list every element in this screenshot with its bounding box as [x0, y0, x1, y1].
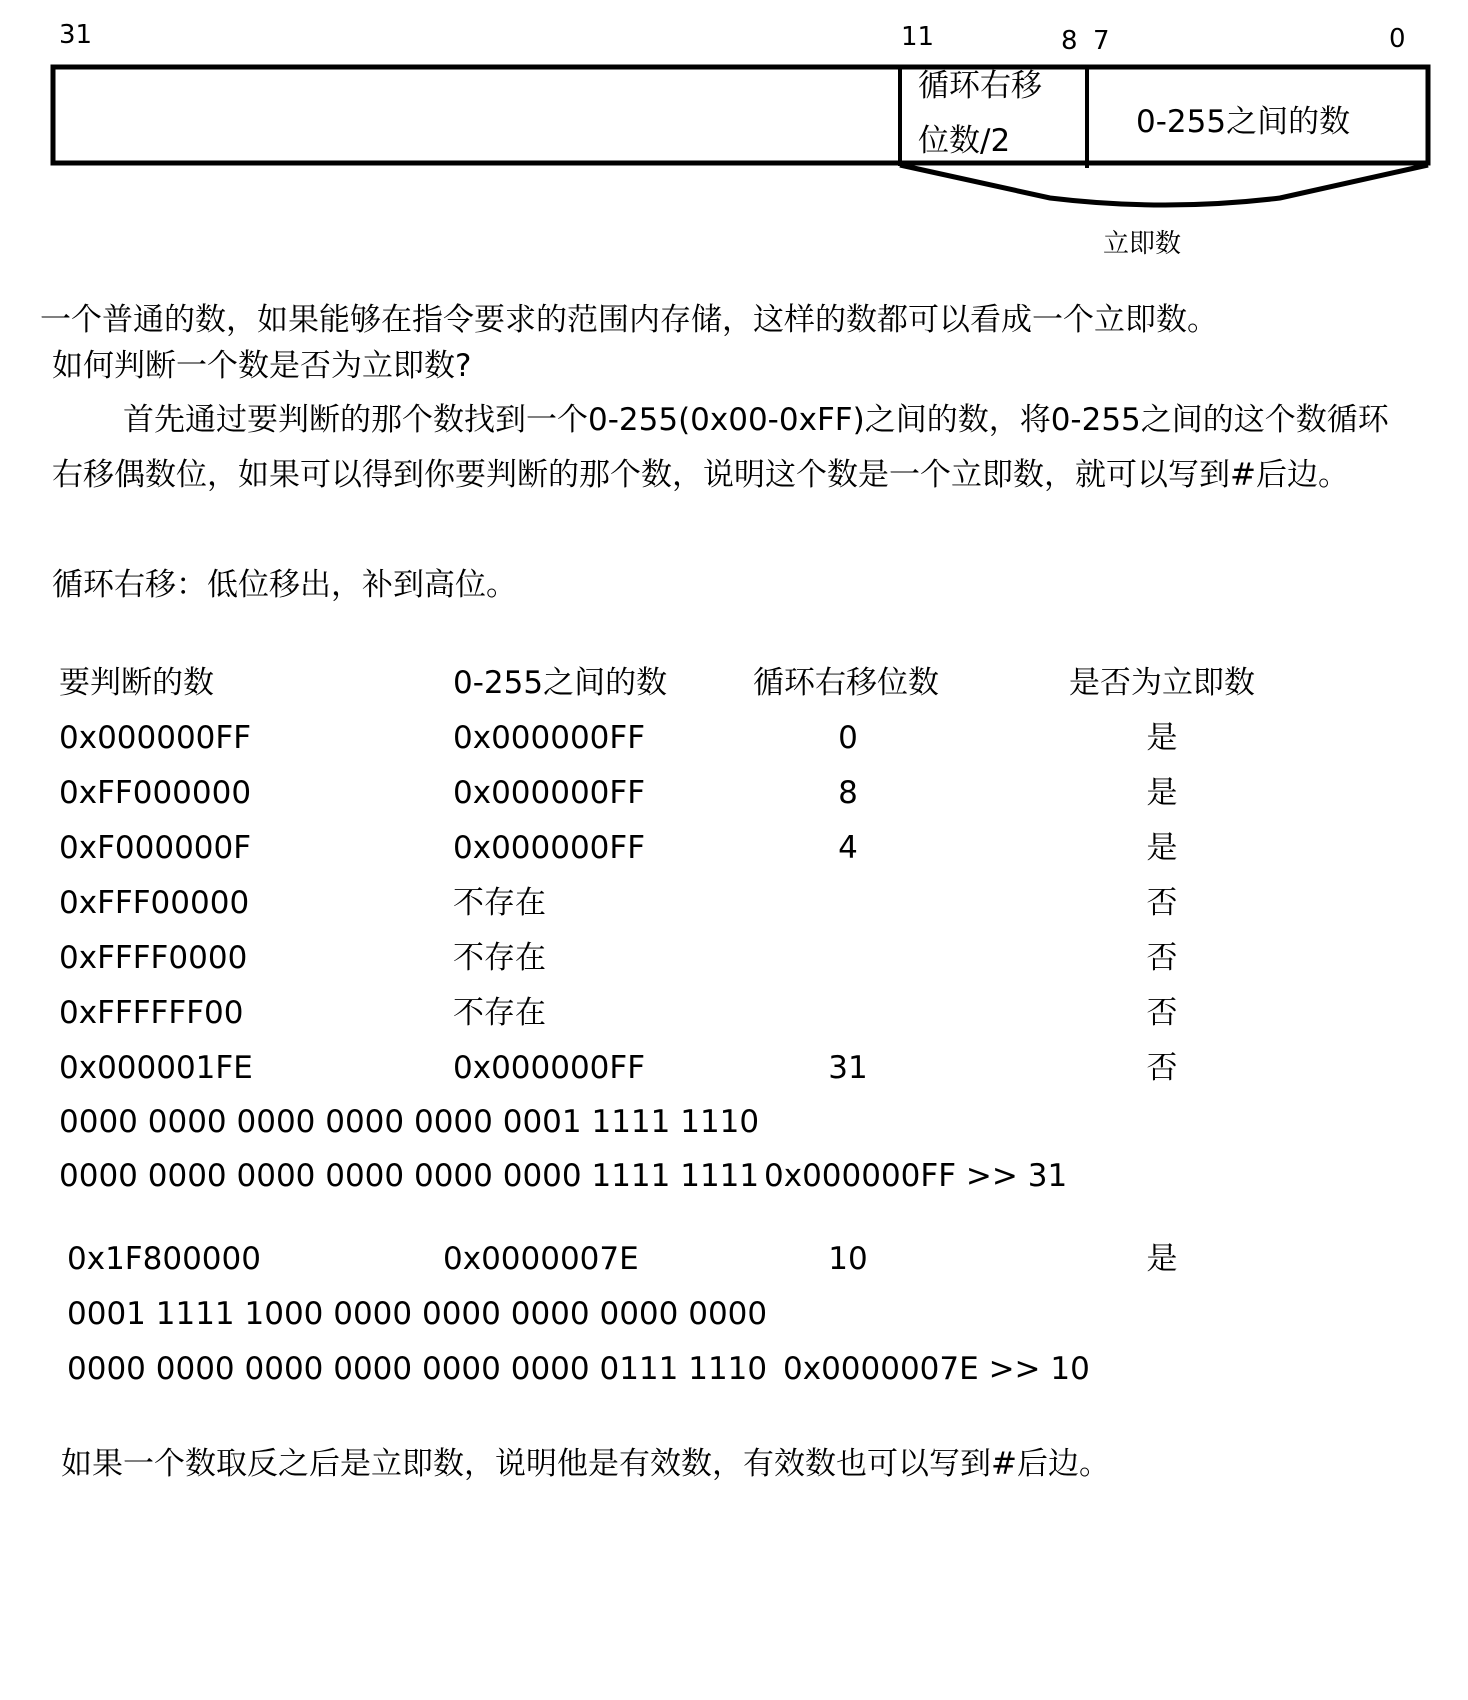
intro-text: 一个普通的数，如果能够在指令要求的范围内存储，这样的数都可以看成一个立即数。: [40, 302, 1218, 338]
row-rotate: 4: [838, 830, 858, 866]
row-rotate: 31: [828, 1050, 868, 1086]
binary-line: 0000 0000 0000 0000 0000 0001 1111 1110: [59, 1104, 760, 1140]
header-target: 要判断的数: [59, 665, 214, 701]
example2-result: 是: [1146, 1241, 1178, 1277]
bit-label-8: 8: [1061, 26, 1078, 56]
row-base: 不存在: [453, 885, 546, 921]
brace-label: 立即数: [1103, 229, 1182, 259]
bit-label-0: 0: [1389, 24, 1406, 54]
immediate-brace: [900, 165, 1428, 205]
binary-line: 0000 0000 0000 0000 0000 0000 0111 1110: [67, 1351, 768, 1387]
header-is-immediate: 是否为立即数: [1069, 665, 1255, 701]
example2-target: 0x1F800000: [67, 1241, 261, 1277]
row-target: 0x000000FF: [59, 720, 252, 756]
row-base: 0x000000FF: [453, 1050, 646, 1086]
rotate-field-label-2: 位数/2: [918, 123, 1011, 159]
row-result: 是: [1146, 720, 1178, 756]
example2-base: 0x0000007E: [443, 1241, 639, 1277]
row-result: 是: [1146, 830, 1178, 866]
row-target: 0xFFF00000: [59, 885, 250, 921]
binary-note: 0x0000007E >> 10: [783, 1351, 1090, 1387]
row-target: 0xFF000000: [59, 775, 252, 811]
row-base: 不存在: [453, 995, 546, 1031]
binary-note: 0x000000FF >> 31: [764, 1158, 1068, 1194]
row-result: 否: [1146, 995, 1178, 1031]
value-field-label: 0-255之间的数: [1136, 104, 1351, 140]
binary-line: 0001 1111 1000 0000 0000 0000 0000 0000: [67, 1296, 768, 1332]
row-result: 否: [1146, 885, 1178, 921]
row-base: 0x000000FF: [453, 720, 646, 756]
binary-line: 0000 0000 0000 0000 0000 0000 1111 1111: [59, 1158, 760, 1194]
header-rotate: 循环右移位数: [753, 665, 939, 701]
question-text: 如何判断一个数是否为立即数?: [52, 348, 472, 384]
row-rotate: 0: [838, 720, 858, 756]
conclusion-text: 如果一个数取反之后是立即数，说明他是有效数，有效数也可以写到#后边。: [61, 1446, 1110, 1482]
row-target: 0x000001FE: [59, 1050, 253, 1086]
bit-label-31: 31: [59, 20, 93, 50]
row-target: 0xF000000F: [59, 830, 252, 866]
method-text-1: 首先通过要判断的那个数找到一个0-255(0x00-0xFF)之间的数，将0-255之间的这个数循环: [123, 402, 1389, 438]
header-base: 0-255之间的数: [453, 665, 668, 701]
row-result: 是: [1146, 775, 1178, 811]
row-result: 否: [1146, 1050, 1178, 1086]
method-text-2: 右移偶数位，如果可以得到你要判断的那个数，说明这个数是一个立即数，就可以写到#后边。: [52, 457, 1349, 493]
example2-rotate: 10: [828, 1241, 868, 1277]
rotate-field-label-1: 循环右移: [918, 68, 1042, 104]
row-rotate: 8: [838, 775, 858, 811]
bit-label-11: 11: [901, 22, 935, 52]
row-result: 否: [1146, 940, 1178, 976]
row-base: 不存在: [453, 940, 546, 976]
rotate-definition: 循环右移：低位移出，补到高位。: [52, 567, 517, 603]
row-base: 0x000000FF: [453, 830, 646, 866]
row-base: 0x000000FF: [453, 775, 646, 811]
bit-label-7: 7: [1093, 26, 1110, 56]
row-target: 0xFFFF0000: [59, 940, 248, 976]
row-target: 0xFFFFFF00: [59, 995, 244, 1031]
immediate-format-diagram: [0, 0, 1468, 280]
